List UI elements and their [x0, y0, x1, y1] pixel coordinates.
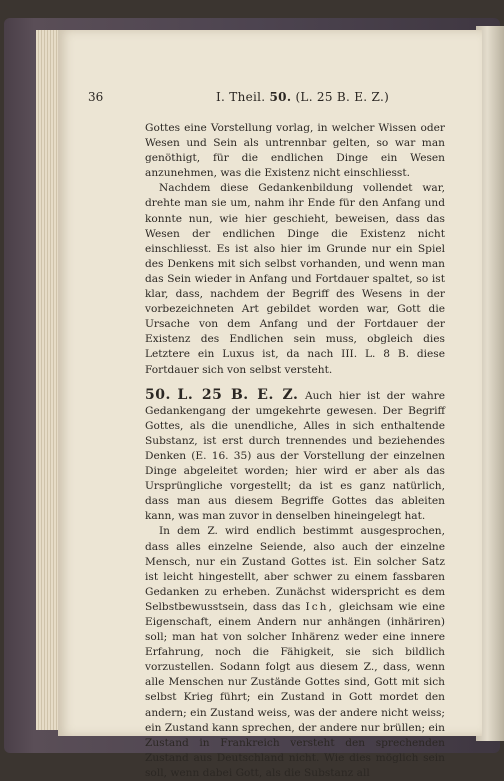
spaced-word: Ich,	[305, 600, 334, 613]
section-text: Auch hier ist der wahre Gedankengang der umgekehrte gewesen. Der Begriff Gottes, als die unendliche, Alles in sich enthaltende Substanz, ist erst durch trennendes und beziehendes Denken (E. 16. 35) aus der Vorstellung der einzelnen Dinge abgeleitet worden; hier wird er aber als das Ursprüngliche vorgestellt; da ist es ganz natürlich, dass man aus diesem Begriffe Gottes das ableiten kann, was man zuvor in denselben hineingelegt hat.	[145, 389, 446, 523]
section-label: L. 25 B. E. Z.	[177, 386, 299, 403]
paragraph-1: Gottes eine Vorstellung vorlag, in welcher Wissen oder Wesen und Sein als untrennbar gelten, so war man genöthigt, für die endlichen Dinge ein Wesen anzunehmen, was die Existenz nicht einschliesst.	[145, 122, 445, 180]
paragraph-2: Nachdem diese Gedankenbildung vollendet war, drehte man sie um, nahm ihr Ende für den Anfang und konnte nun, wie hier geschieht, beweisen, dass das Wesen der endlichen Dinge die Existenz nicht einschliesst. Es ist also hier im Grunde nur ein Spiel des Denkens mit sich selbst vorhanden, und wenn man das Sein wieder in Anfang und Fortdauer spaltet, so ist klar, dass, nachdem der Begriff des Wesens in der vorbezeichneten Art gebildet worden war, Gott die Ursache von dem Anfang und der Fortdauer der Existenz des Endlichen sein muss, obgleich dies Letztere ein Luxus ist, da nach III. L. 8 B. diese Fortdauer sich von selbst versteht.	[145, 182, 445, 376]
section-number: 50.	[145, 386, 171, 403]
page-header	[88, 90, 448, 108]
paragraph-4-after: gleichsam wie eine Eigenschaft, einem Andern nur anhängen (inhäriren) soll; man hat von solcher Inhärenz weder eine innere Erfahrung, noch die Fähigkeit, sie sich bildlich vorzustellen. Sodann folgt aus diesem Z., dass, wenn alle Menschen nur Zustände Gottes sind, Gott mit sich selbst Krieg führt; ein Zustand in Gott mordet den andern; ein Zustand weiss, was der andere nicht weiss; ein Zustand kann sprechen, der andere nur brüllen; ein Zustand in Frankreich versteht den sprechenden Zustand aus Deutschland nicht. Wie dies möglich sein soll, wenn dabei Gott, als die Substanz all	[145, 600, 445, 779]
page-number: 36	[88, 90, 104, 104]
body-text	[145, 121, 445, 781]
paragraph-4-before: In dem Z. wird endlich bestimmt ausgesprochen, dass alles einzelne Seiende, also auch der einzelne Mensch, nur ein Zustand Gottes ist. Ein solcher Satz ist leicht hingestellt, aber schwer zu einem fassbaren Gedanken zu erheben. Zunächst widerspricht es dem Selbstbewusstsein, dass das	[145, 525, 445, 613]
running-head	[216, 90, 389, 104]
paragraph-4	[145, 524, 445, 781]
running-head-prefix: I. Theil.	[216, 90, 266, 104]
running-head-suffix: (L. 25 B. E. Z.)	[295, 90, 390, 104]
section-paragraph	[145, 388, 445, 525]
running-head-section: 50.	[269, 90, 292, 104]
